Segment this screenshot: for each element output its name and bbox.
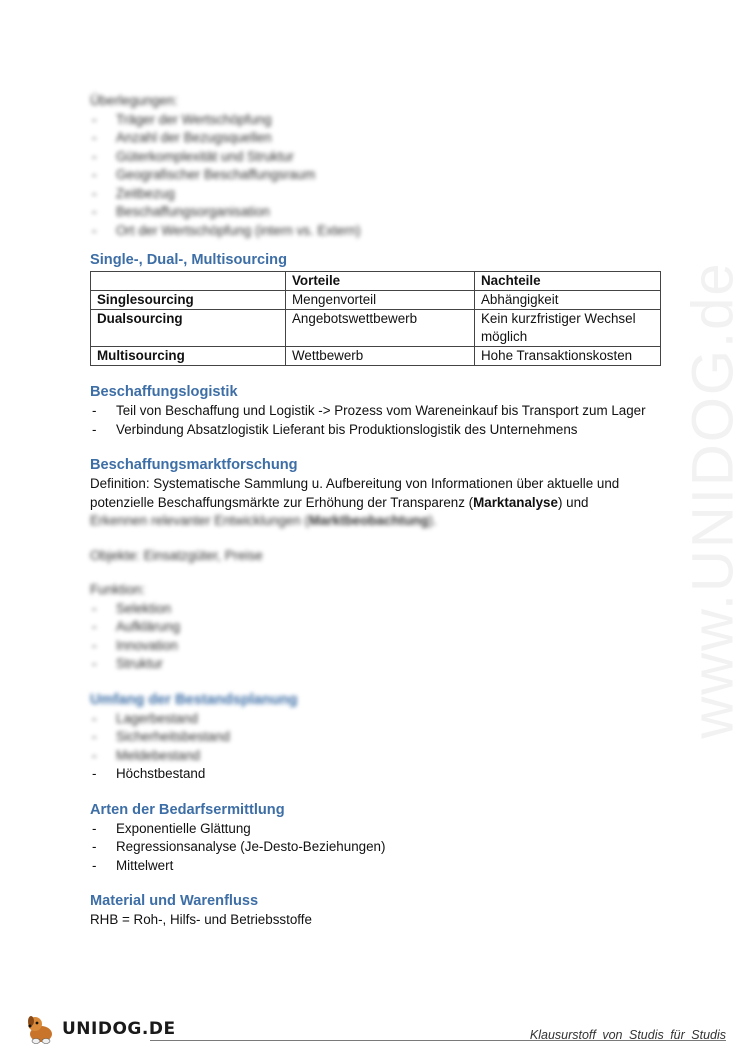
definition-text bbox=[90, 475, 665, 512]
table-cell: Kein kurzfristiger Wechsel möglich bbox=[475, 310, 661, 347]
table-cell: Dualsourcing bbox=[91, 310, 286, 347]
definition-bold: Marktbeobachtung bbox=[308, 513, 429, 528]
table-cell: Wettbewerb bbox=[286, 347, 475, 366]
list-item: - Träger der Wertschöpfung bbox=[90, 111, 665, 130]
table-header-cell: Vorteile bbox=[286, 272, 475, 291]
list-item: - Verbindung Absatzlogistik Lieferant bis Produktionslogistik des Unternehmens bbox=[90, 421, 665, 440]
funktion-list bbox=[90, 600, 665, 674]
table-cell: Singlesourcing bbox=[91, 291, 286, 310]
funktion-section bbox=[90, 581, 665, 674]
document-page bbox=[90, 92, 665, 930]
definition-part: Definition: Systematische Sammlung u. Aufbereitung von Informationen über aktuelle und potenzielle Beschaffungsmärkte zur Erhöhung der Transparenz ( bbox=[90, 476, 620, 510]
table-header-cell: Nachteile bbox=[475, 272, 661, 291]
dog-icon bbox=[24, 1012, 58, 1046]
definition-line2 bbox=[90, 512, 665, 531]
table-row bbox=[91, 310, 661, 347]
logo-text: UNIDOG.DE bbox=[62, 1019, 176, 1039]
list-item: - Lagerbestand bbox=[90, 710, 665, 729]
table-row bbox=[91, 291, 661, 310]
sourcing-table bbox=[90, 271, 661, 366]
list-item: - Güterkomplexität und Struktur bbox=[90, 148, 665, 167]
material-heading: Material und Warenfluss bbox=[90, 893, 259, 909]
list-item: - Aufklärung bbox=[90, 618, 665, 637]
list-item: - Sicherheitsbestand bbox=[90, 728, 665, 747]
intro-title: Überlegungen: bbox=[90, 93, 178, 108]
list-item: - Anzahl der Bezugsquellen bbox=[90, 129, 665, 148]
list-item: - Regressionsanalyse (Je-Desto-Beziehungen) bbox=[90, 838, 665, 857]
list-item: - Exponentielle Glättung bbox=[90, 820, 665, 839]
list-item: - Mittelwert bbox=[90, 857, 665, 876]
table-cell: Abhängigkeit bbox=[475, 291, 661, 310]
list-item: - Zeitbezug bbox=[90, 185, 665, 204]
list-item: - Teil von Beschaffung und Logistik -> Prozess vom Wareneinkauf bis Transport zum Lager bbox=[90, 402, 665, 421]
table-header-row bbox=[91, 272, 661, 291]
logistik-heading: Beschaffungslogistik bbox=[90, 384, 238, 400]
list-item: - Innovation bbox=[90, 637, 665, 656]
table-cell: Angebotswettbewerb bbox=[286, 310, 475, 347]
table-cell: Mengenvorteil bbox=[286, 291, 475, 310]
bedarf-heading: Arten der Bedarfsermittlung bbox=[90, 801, 285, 818]
list-item: - Selektion bbox=[90, 600, 665, 619]
logistik-list bbox=[90, 402, 665, 439]
table-cell: Hohe Transaktionskosten bbox=[475, 347, 661, 366]
footer-tagline: Klausurstoff von Studis für Studis bbox=[529, 1028, 726, 1042]
table-row bbox=[91, 347, 661, 366]
watermark: www.UNIDOG.de bbox=[680, 261, 746, 739]
marktforschung-heading: Beschaffungsmarktforschung bbox=[90, 457, 298, 473]
list-item: - Geografischer Beschaffungsraum bbox=[90, 166, 665, 185]
list-item: - Beschaffungsorganisation bbox=[90, 203, 665, 222]
bestand-heading: Umfang der Bestandsplanung bbox=[90, 691, 298, 708]
bedarf-list bbox=[90, 820, 665, 876]
objekte-text: Objekte: Einsatzgüter, Preise bbox=[90, 547, 263, 563]
list-item: - Höchstbestand bbox=[90, 765, 665, 784]
list-item: - Ort der Wertschöpfung (intern vs. Extern) bbox=[90, 222, 665, 241]
definition-bold: Marktanalyse bbox=[473, 494, 558, 510]
funktion-title: Funktion: bbox=[90, 582, 146, 597]
table-header-cell bbox=[91, 272, 286, 291]
intro-section bbox=[90, 92, 665, 240]
list-item: - Meldebestand bbox=[90, 747, 665, 766]
definition-part: Erkennen relevanter Entwicklungen ( bbox=[90, 513, 309, 528]
list-item: - Struktur bbox=[90, 655, 665, 674]
definition-part: ). bbox=[428, 513, 437, 528]
bestand-list bbox=[90, 710, 665, 784]
material-text: RHB = Roh-, Hilfs- und Betriebsstoffe bbox=[90, 912, 312, 927]
definition-part: ) und bbox=[557, 494, 589, 510]
table-cell: Multisourcing bbox=[91, 347, 286, 366]
sourcing-heading: Single-, Dual-, Multisourcing bbox=[90, 252, 288, 268]
intro-list bbox=[90, 111, 665, 241]
